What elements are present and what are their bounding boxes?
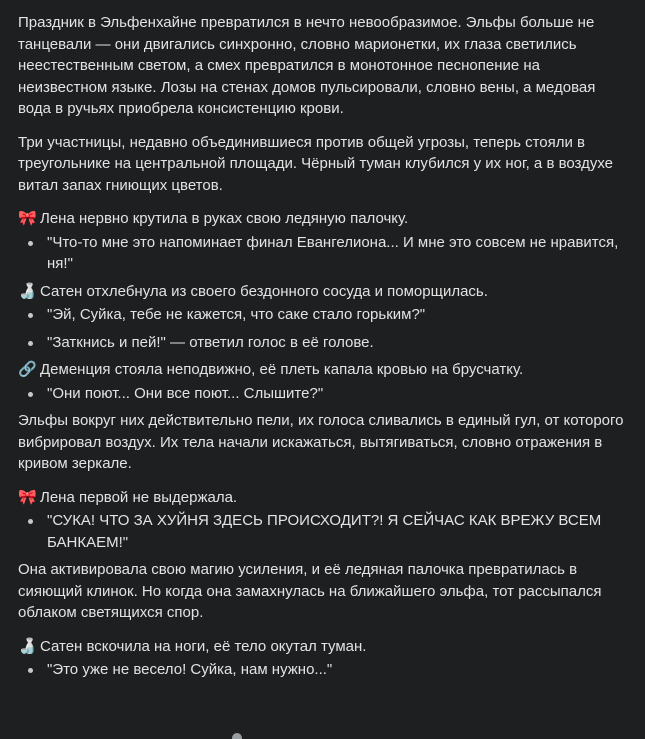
lena-action [18, 208, 630, 230]
dialogue-line: "Это уже не весело! Суйка, нам нужно..." [18, 659, 630, 681]
saten-action [18, 281, 630, 303]
dementia-dialogue-list [18, 383, 630, 405]
lena-dialogue-list [18, 510, 630, 553]
saten-action-text: Сатен отхлебнула из своего бездонного сосуда и поморщилась. [40, 282, 488, 300]
narration-paragraph: Праздник в Эльфенхайне превратился в нечто невообразимое. Эльфы больше не танцевали — они двигались синхронно, словно марионетки, их глаза светились неестественным светом, а смех превратился в монотонное песнопение на неизвестном языке. Лозы на стенах домов пульсировали, словно вены, а медовая вода в ручьях приобрела консистенцию крови. [18, 14, 596, 117]
narration-paragraph: Три участницы, недавно объединившиеся против общей угрозы, теперь стояли в треугольнике на центральной площади. Чёрный туман клубился у их ног, а в воздухе витал запах гниющих цветов. [18, 133, 614, 194]
dialogue-line: "Эй, Суйка, тебе не кажется, что саке стало горьким?" [18, 304, 630, 326]
chain-link-icon: 🔗 [18, 361, 37, 378]
chat-message [18, 12, 630, 687]
lena-action-text: Лена нервно крутила в руках свою ледяную палочку. [40, 210, 409, 227]
dialogue-line: "Они поют... Они все поют... Слышите?" [18, 383, 630, 405]
saten-action [18, 636, 630, 658]
lena-action [18, 487, 630, 509]
dementia-action [18, 359, 630, 381]
saten-action-text: Сатен вскочила на ноги, её тело окутал туман. [40, 637, 367, 655]
ribbon-bow-icon: 🎀 [18, 488, 37, 506]
narration-paragraph: Эльфы вокруг них действительно пели, их голоса сливались в единый гул, от которого вибрировал воздух. Их тела начали искажаться, вытягиваться, словно отражения в кривом зеркале. [18, 412, 624, 472]
saten-dialogue-list [18, 304, 630, 353]
dialogue-line: "Заткнись и пей!" — ответил голос в её голове. [18, 332, 630, 354]
dialogue-line: "Что-то мне это напоминает финал Евангелиона... И мне это совсем не нравится, ня!" [18, 232, 630, 275]
ribbon-bow-icon: 🎀 [18, 210, 37, 227]
lena-dialogue-list [18, 232, 630, 275]
dialogue-line: "СУКА! ЧТО ЗА ХУЙНЯ ЗДЕСЬ ПРОИСХОДИТ?! Я СЕЙЧАС КАК ВРЕЖУ ВСЕМ БАНКАЕМ!" [18, 510, 630, 553]
sake-bottle-icon: 🍶 [18, 282, 37, 300]
narration-paragraph: Она активировала свою магию усиления, и её ледяная палочка превратилась в сияющий клинок. Но когда она замахнулась на ближайшего эльфа, тот рассыпался облаком светящихся спор. [18, 561, 602, 621]
lena-action-text: Лена первой не выдержала. [40, 488, 238, 506]
dementia-action-text: Деменция стояла неподвижно, её плеть капала кровью на брусчатку. [40, 361, 524, 378]
saten-dialogue-list [18, 659, 630, 681]
partial-icon [232, 733, 242, 739]
sake-bottle-icon: 🍶 [18, 637, 37, 655]
